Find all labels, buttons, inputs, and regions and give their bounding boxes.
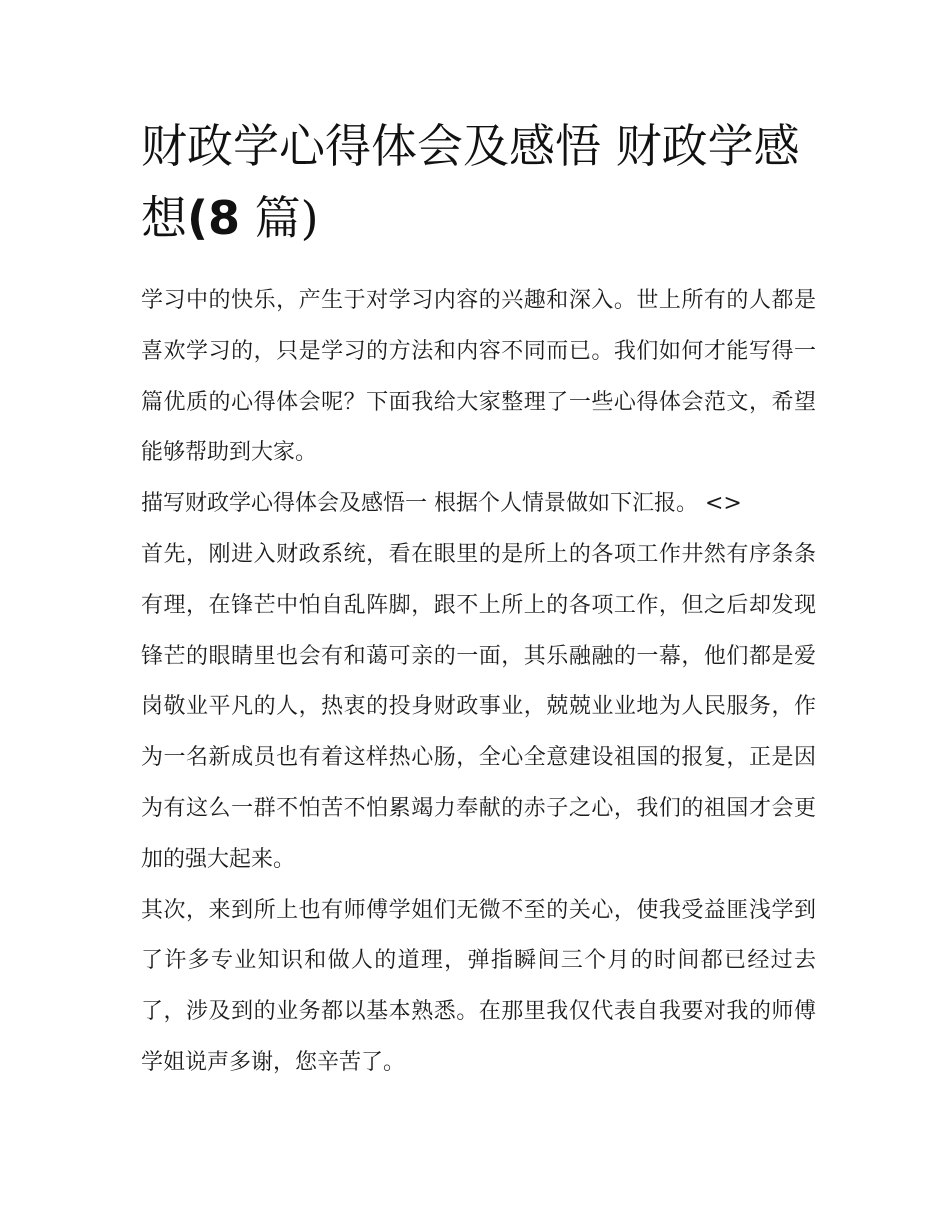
title-text-suffix: 篇)	[240, 191, 319, 245]
document-title	[141, 110, 821, 254]
title-text-main: 财政学心得体会及感悟 财政学感想	[141, 119, 800, 245]
paragraph-intro: 学习中的快乐，产生于对学习内容的兴趣和深入。世上所有的人都是喜欢学习的，只是学习的方法和内容不同而已。我们如何才能写得一篇优质的心得体会呢？下面我给大家整理了一些心得体会范文，希望能够帮助到大家。	[141, 288, 816, 466]
paragraph-section-heading: 描写财政学心得体会及感悟一 根据个人情景做如下汇报。 <>	[141, 491, 742, 517]
paragraph-first: 首先，刚进入财政系统，看在眼里的是所上的各项工作井然有序条条有理，在锋芒中怕自乱阵脚，跟不上所上的各项工作，但之后却发现锋芒的眼睛里也会有和蔼可亲的一面，其乐融融的一幕，他们都是爱岗敬业平凡的人，热衷的投身财政事业，兢兢业业地为人民服务，作为一名新成员也有着这样热心肠，全心全意建设祖国的报复，正是因为有这么一群不怕苦不怕累竭力奉献的赤子之心，我们的祖国才会更加的强大起来。	[141, 541, 816, 872]
document-body	[141, 276, 816, 1089]
paragraph-second: 其次，来到所上也有师傅学姐们无微不至的关心，使我受益匪浅学到了许多专业知识和做人的道理，弹指瞬间三个月的时间都已经过去了，涉及到的业务都以基本熟悉。在那里我仅代表自我要对我的师傅学姐说声多谢，您辛苦了。	[141, 897, 816, 1075]
title-text-count: (8	[187, 191, 241, 245]
